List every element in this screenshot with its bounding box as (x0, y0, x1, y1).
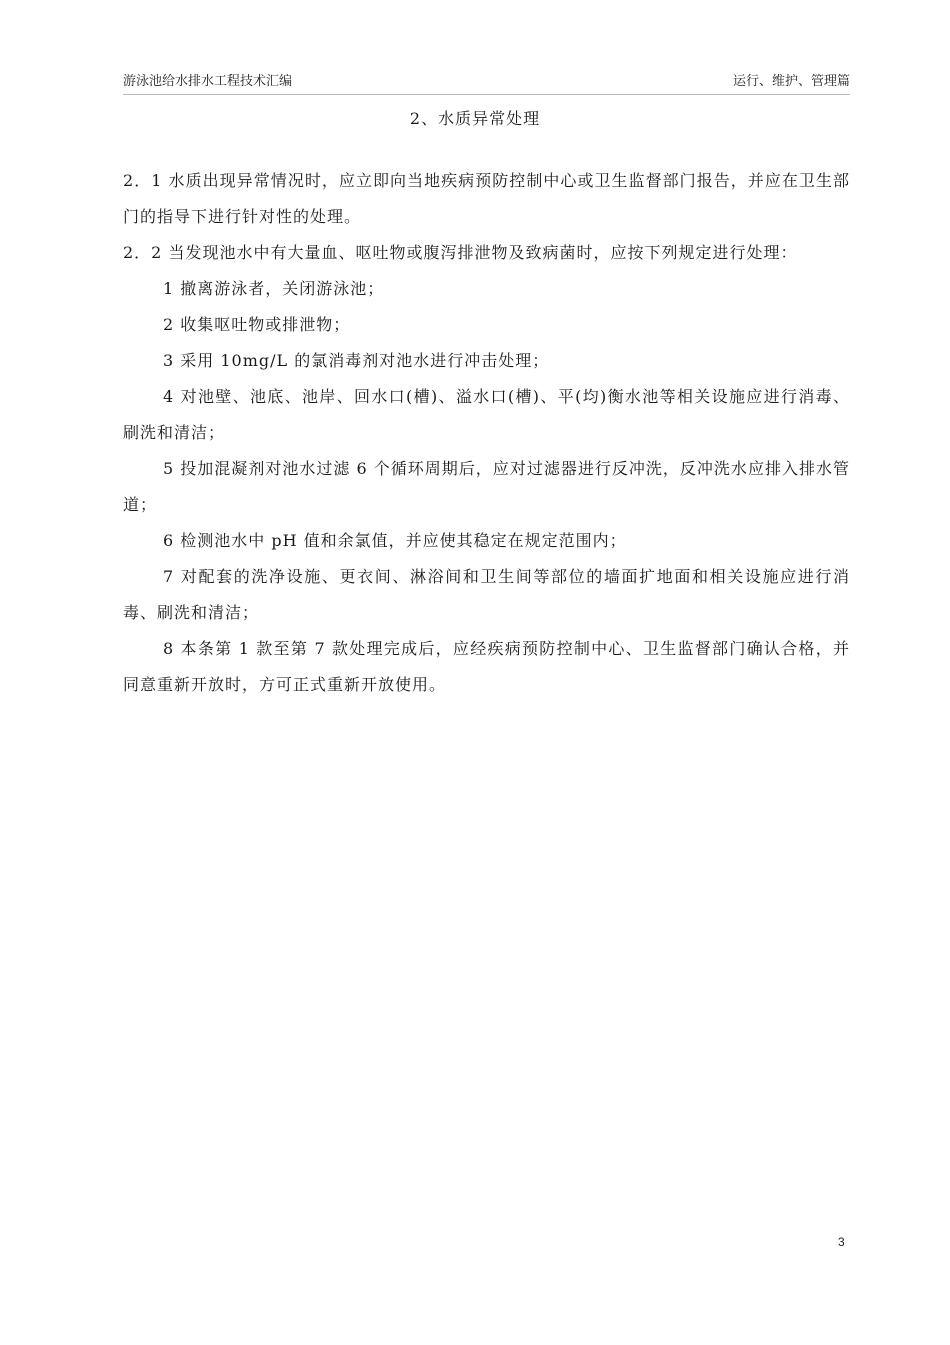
page-number: 3 (838, 1235, 845, 1249)
paragraph-2-1: 2．1 水质出现异常情况时，应立即向当地疾病预防控制中心或卫生监督部门报告，并应在卫生部门的指导下进行针对性的处理。 (123, 171, 850, 226)
section-title: 2、水质异常处理 (409, 109, 541, 128)
list-item-5: 5 投加混凝剂对池水过滤 6 个循环周期后，应对过滤器进行反冲洗，反冲洗水应排入排水管道； (123, 459, 850, 514)
list-item-4: 4 对池壁、池底、池岸、回水口(槽)、溢水口(槽)、平(均)衡水池等相关设施应进行消毒、刷洗和清洁； (123, 387, 850, 442)
list-item-8: 8 本条第 1 款至第 7 款处理完成后，应经疾病预防控制中心、卫生监督部门确认合格，并同意重新开放时，方可正式重新开放使用。 (123, 639, 850, 694)
list-item-6: 6 检测池水中 pH 值和余氯值，并应使其稳定在规定范围内； (163, 531, 627, 550)
header-document-title: 游泳池给水排水工程技术汇编 (123, 74, 293, 89)
list-item-1: 1 撤离游泳者，关闭游泳池； (163, 279, 385, 298)
page-header (123, 70, 850, 90)
paragraph-2-2: 2．2 当发现池水中有大量血、呕吐物或腹泻排泄物及致病菌时，应按下列规定进行处理： (123, 243, 798, 262)
document-body (123, 163, 850, 703)
list-item-7: 7 对配套的洗净设施、更衣间、淋浴间和卫生间等部位的墙面扩地面和相关设施应进行消毒、刷洗和清洁； (123, 567, 850, 622)
header-section-name: 运行、维护、管理篇 (732, 74, 850, 89)
header-divider (123, 94, 850, 95)
list-item-2: 2 收集呕吐物或排泄物； (163, 315, 351, 334)
list-item-3: 3 采用 10mg/L 的氯消毒剂对池水进行冲击处理； (163, 351, 550, 370)
